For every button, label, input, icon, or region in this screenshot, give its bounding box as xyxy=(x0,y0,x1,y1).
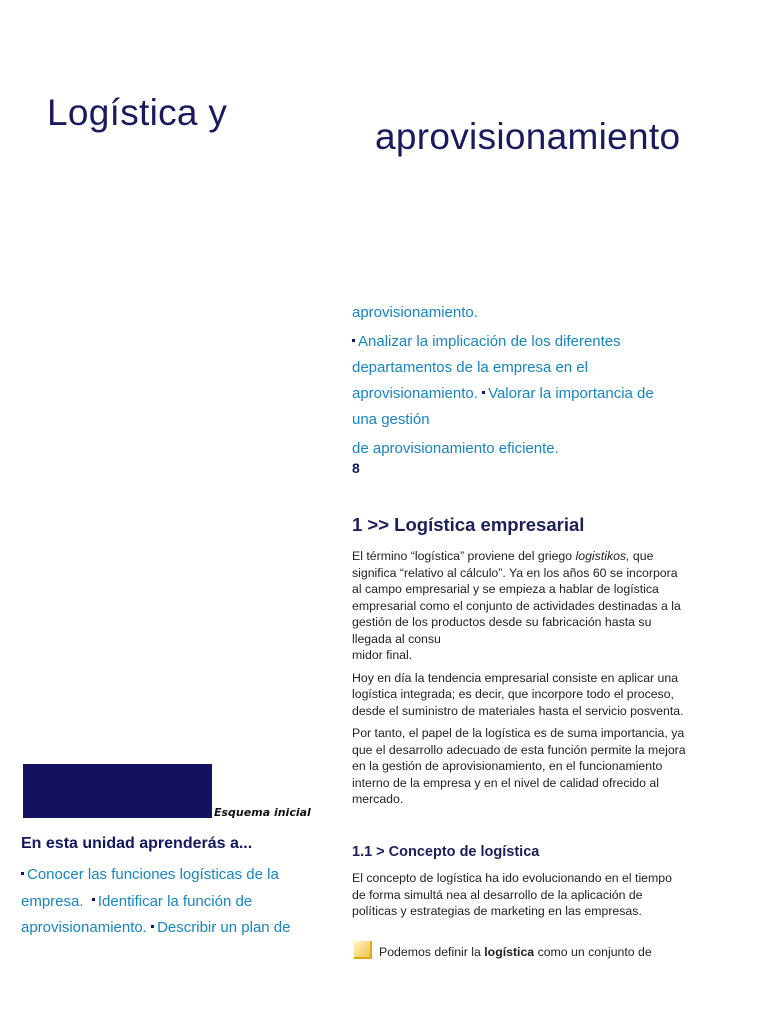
list-item: Conocer las funciones logísticas de la xyxy=(21,862,341,889)
bullet-icon xyxy=(21,872,24,875)
list-item: aprovisionamiento. Describir un plan de xyxy=(21,919,291,936)
objective-line: aprovisionamiento. xyxy=(352,304,478,321)
paragraph: El término “logística” proviene del griego logistikos, que significa “relativo al cálculo”. Ya en los años 60 se incorpora al campo empresarial y se empieza a hablar de logística empresarial como el conjunto de actividades destinadas a la gestión de los productos desde su fabricación hasta su llegada al consu midor final. xyxy=(352,549,681,662)
bullet-icon xyxy=(92,898,95,901)
paragraph: Por tanto, el papel de la logística es de suma importancia, ya que el desarrollo adecuado de esta función permite la mejora en la gestión de aprovisionamiento, en el funcionamiento interno de la empresa y en el nivel de calidad ofrecido al mercado. xyxy=(352,726,686,806)
section-body xyxy=(352,548,690,814)
unit-heading: En esta unidad aprenderás a... xyxy=(21,835,253,852)
esquema-image xyxy=(23,764,212,818)
esquema-label: Esquema inicial xyxy=(214,806,311,819)
objective-line: una gestión xyxy=(352,411,430,428)
unit-objectives xyxy=(21,862,341,942)
note-text: Podemos definir la logística como un conjunto de xyxy=(379,945,652,959)
paragraph: Hoy en día la tendencia empresarial consiste en aplicar una logística integrada; es decir, que incorpore todo el proceso, desde el suministro de materiales hasta el servicio posventa. xyxy=(352,670,684,718)
title-line-1: Logística y xyxy=(47,92,228,133)
section-heading: 1 >> Logística empresarial xyxy=(352,514,585,535)
bullet-icon xyxy=(352,339,355,342)
title-line-2: aprovisionamiento xyxy=(375,116,681,157)
list-item: empresa. Identificar la función de xyxy=(21,892,253,910)
bullet-icon xyxy=(482,391,485,394)
note-icon xyxy=(354,941,372,959)
objective-item: Analizar la implicación de los diferentes xyxy=(352,329,621,355)
objective-item: aprovisionamiento. Valorar la importancia de xyxy=(352,385,654,402)
objective-line: departamentos de la empresa en el xyxy=(352,359,588,376)
paragraph: El concepto de logística ha ido evolucionando en el tiempo de forma simultá nea al desarrollo de la aplicación de políticas y estrategias de marketing en las empresas. xyxy=(352,871,672,918)
bullet-icon xyxy=(151,925,154,928)
objective-line: de aprovisionamiento eficiente. xyxy=(352,440,559,457)
subsection-heading: 1.1 > Concepto de logística xyxy=(352,844,540,860)
page-number: 8 xyxy=(352,460,360,476)
